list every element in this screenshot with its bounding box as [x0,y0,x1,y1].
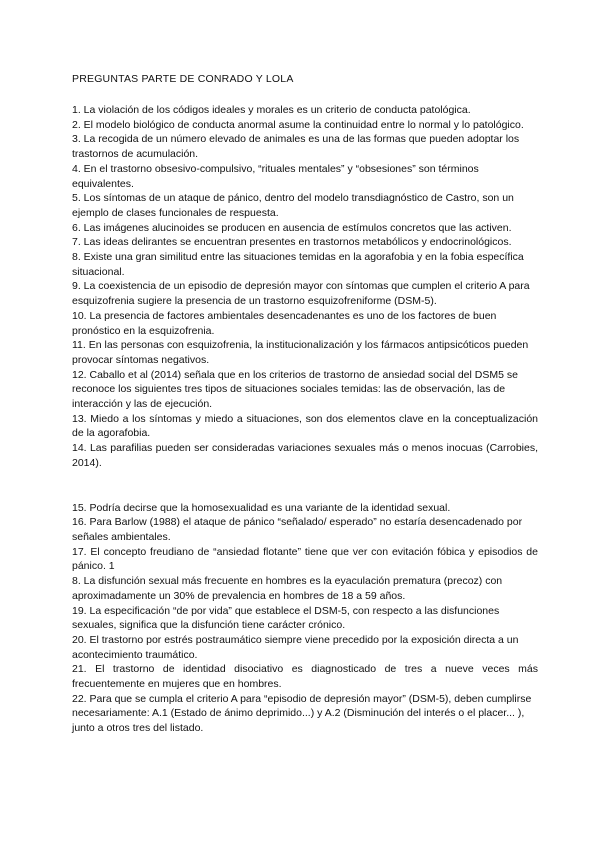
question-21: 21. El trastorno de identidad disociativo es diagnosticado de tres a nueve veces más frecuentemente en mujeres que en hombres. [72,663,538,691]
document-title: PREGUNTAS PARTE DE CONRADO Y LOLA [72,73,294,85]
question-12: 12. Caballo et al (2014) señala que en los criterios de trastorno de ansiedad social del DSM5 se reconoce los siguientes tres tipos de situaciones sociales temidas: las de observación, las de interacción y las de ejecución. [72,368,518,411]
question-20: 20. El trastorno por estrés postraumático siempre viene precedido por la exposición directa a un acontecimiento traumático. [72,633,519,661]
question-15: 15. Podría decirse que la homosexualidad es una variante de la identidad sexual. [72,501,451,514]
question-list-part-2 [72,501,538,736]
question-10: 10. La presencia de factores ambientales desencadenantes es uno de los factores de buen pronóstico en la esquizofrenia. [72,309,497,337]
question-9: 9. La coexistencia de un episodio de depresión mayor con síntomas que cumplen el criterio A para esquizofrenia sugiere la presencia de un trastorno esquizofreniforme (DSM-5). [72,280,530,308]
question-1: 1. La violación de los códigos ideales y morales es un criterio de conducta patológica. [72,104,471,116]
question-3: 3. La recogida de un número elevado de animales es una de las formas que pueden adoptar los trastornos de acumulación. [72,133,520,161]
question-17: 17. El concepto freudiano de “ansiedad flotante” tiene que ver con evitación fóbica y episodios de pánico. 1 [72,545,538,573]
question-4: 4. En el trastorno obsesivo-compulsivo, “rituales mentales” y “obsesiones” son términos equivalentes. [72,162,479,190]
question-list-part-1 [72,103,538,471]
question-16: 16. Para Barlow (1988) el ataque de pánico “señalado/ esperado” no estaría desencadenado por señales ambientales. [72,516,523,543]
question-19: 19. La especificación “de por vida” que establece el DSM-5, con respecto a las disfunciones sexuales, significa que la disfunción tiene carácter crónico. [72,604,500,632]
question-18: 8. La disfunción sexual más frecuente en hombres es la eyaculación prematura (precoz) con aproximadamente un 30% de prevalencia en hombres de 18 a 59 años. [72,575,503,602]
question-5: 5. Los síntomas de un ataque de pánico, dentro del modelo transdiagnóstico de Castro, son un ejemplo de clases funcionales de respuesta. [72,192,514,219]
question-14: 14. Las parafilias pueden ser consideradas variaciones sexuales más o menos inocuas (Carrobies, 2014). [72,442,538,469]
question-22: 22. Para que se cumpla el criterio A para “episodio de depresión mayor” (DSM-5), deben cumplirse necesariamente: A.1 (Estado de ánimo deprimido...) y A.2 (Disminución del interés o el placer... ), junto a otros tres del listado. [72,692,532,735]
section-gap [72,471,538,501]
question-6: 6. Las imágenes alucinoides se producen en ausencia de estímulos concretos que las activen. [72,221,512,234]
question-2: 2. El modelo biológico de conducta anormal asume la continuidad entre lo normal y lo patológico. [72,118,524,131]
question-8: 8. Existe una gran similitud entre las situaciones temidas en la agorafobia y en la fobia específica situacional. [72,251,524,278]
question-7: 7. Las ideas delirantes se encuentran presentes en trastornos metabólicos y endocrinológicos. [72,236,512,249]
question-11: 11. En las personas con esquizofrenia, la institucionalización y los fármacos antipsicóticos pueden provocar síntomas negativos. [72,339,529,366]
question-13: 13. Miedo a los síntomas y miedo a situaciones, son dos elementos clave en la conceptualización de la agorafobia. [72,412,538,440]
